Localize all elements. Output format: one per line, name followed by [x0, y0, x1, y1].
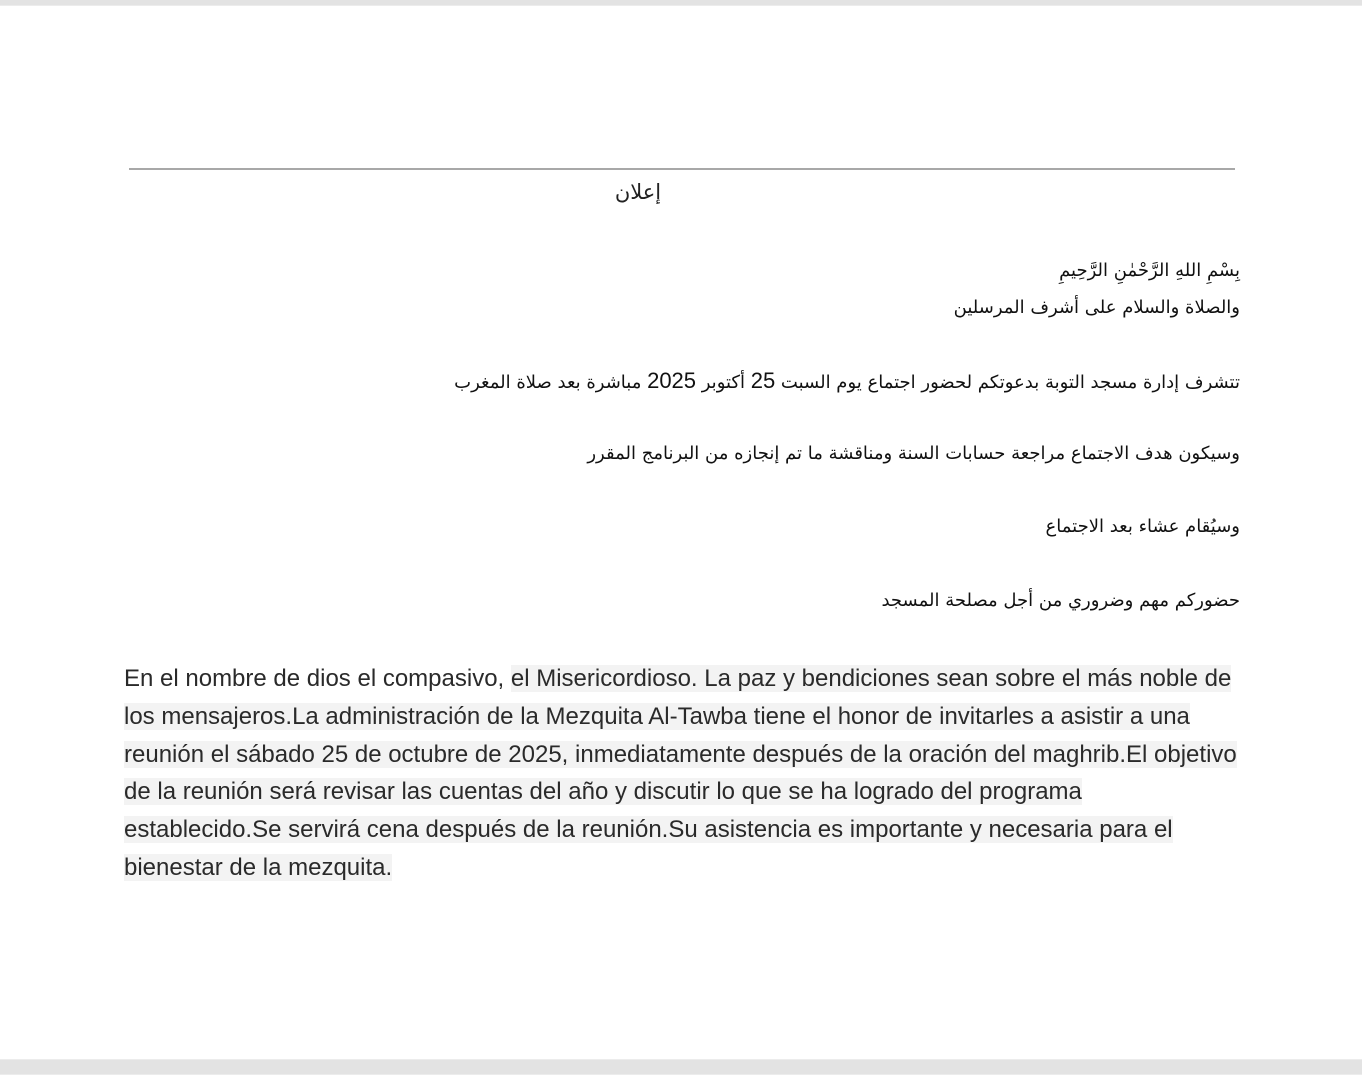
document-title: إعلان [614, 180, 662, 204]
arabic-line-dinner: وسيُقام عشاء بعد الاجتماع [1045, 516, 1240, 537]
arabic-line-invitation [454, 368, 1240, 394]
spanish-translation-paragraph [124, 660, 1244, 887]
horizontal-rule [129, 168, 1235, 170]
invitation-month: أكتوبر [696, 372, 751, 393]
arabic-line-attendance: حضوركم مهم وضروري من أجل مصلحة المسجد [881, 590, 1240, 611]
invitation-day: 25 [750, 368, 776, 393]
invitation-text-after: مباشرة بعد صلاة المغرب [454, 372, 648, 393]
arabic-line-purpose: وسيكون هدف الاجتماع مراجعة حسابات السنة ومناقشة ما تم إنجازه من البرنامج المقرر [587, 443, 1240, 464]
spanish-highlighted-text: el Misericordioso. La paz y bendiciones sean sobre el más noble de los mensajeros.La administración de la Mezquita Al-Tawba tiene el honor de invitarles a asistir a una reunión el sábado 25 de octubre de 2025, inmediatamente después de la oración del maghrib.El objetivo de la reunión será revisar las cuentas del año y discutir lo que se ha logrado del programa establecido.Se servirá cena después de la reunión.Su asistencia es importante y necesaria para el bienestar de la mezquita. [124, 665, 1237, 881]
page-gap-bottom [0, 1059, 1362, 1075]
arabic-line-basmala: بِسْمِ اللهِ الرَّحْمٰنِ الرَّحِيمِ [1059, 260, 1240, 281]
invitation-text-before: تتشرف إدارة مسجد التوبة بدعوتكم لحضور اجتماع يوم السبت [775, 372, 1240, 393]
invitation-year: 2025 [647, 368, 697, 393]
spanish-lead-text: En el nombre de dios el compasivo, [124, 665, 511, 692]
arabic-line-salutation: والصلاة والسلام على أشرف المرسلين [953, 297, 1240, 318]
